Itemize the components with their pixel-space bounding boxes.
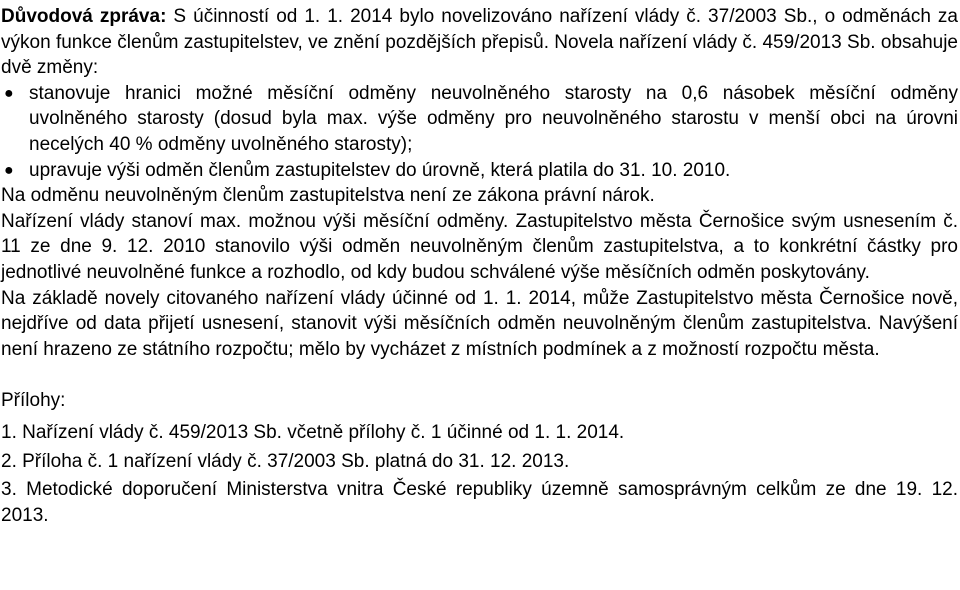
intro-text: S účinností od 1. 1. 2014 bylo novelizováno nařízení vlády č. 37/2003 Sb., o odměnách za výkon funkce členům zastupitelstev, ve znění pozdějších přepisů. Novela nařízení vlády č. 459/2013 Sb. obsahuje dvě změny: — [1, 6, 958, 79]
intro-paragraph — [1, 4, 958, 81]
list-item: 1. Nařízení vlády č. 459/2013 Sb. včetně přílohy č. 1 účinné od 1. 1. 2014. — [1, 421, 625, 443]
list-item: 2. Příloha č. 1 nařízení vlády č. 37/2003 Sb. platná do 31. 12. 2013. — [1, 450, 570, 472]
paragraph-government-regulation: Nařízení vlády stanoví max. možnou výši měsíční odměny. Zastupitelstvo města Černošice svým usnesením č. 11 ze dne 9. 12. 2010 stanovilo výši odměn neuvolněným členům zastupitelstva, a to konkrétní částky pro jednotlivé neuvolněné funkce a rozhodlo, od kdy budou schválené výše měsíčních odměn poskytovány. — [1, 210, 958, 283]
change-text: stanovuje hranici možné měsíční odměny neuvolněného starosty na 0,6 násobek měsíční odměny uvolněného starosty (dosud byla max. výše odměny pro neuvolněného starostu v menší obci na úrovni necelých 40 % odměny uvolněného starosty); — [29, 82, 958, 155]
list-item: 3. Metodické doporučení Ministerstva vnitra České republiky územně samosprávným celkům ze dne 19. 12. 2013. — [1, 479, 958, 526]
paragraph-new-regulation: Na základě novely citovaného nařízení vlády účinné od 1. 1. 2014, může Zastupitelstvo města Černošice nově, nejdříve od data přijetí usnesení, stanovit výši měsíčních odměn neuvolněným členům zastupitelstva. Navýšení není hrazeno ze státního rozpočtu; mělo by vycházet z místních podmínek a z možností rozpočtu města. — [1, 287, 958, 360]
document-label: Důvodová zpráva: — [1, 6, 167, 27]
change-text: upravuje výši odměn členům zastupitelstev do úrovně, která platila do 31. 10. 2010. — [29, 159, 731, 181]
bullet-icon: ● — [4, 161, 14, 179]
list-item — [1, 158, 958, 184]
attachments-heading: Přílohy: — [1, 390, 66, 412]
section-spacer — [1, 362, 958, 388]
attachments-list — [1, 420, 958, 528]
changes-list — [1, 81, 958, 183]
list-item — [1, 81, 958, 158]
bullet-icon: ● — [4, 84, 14, 102]
paragraph-no-legal-claim: Na odměnu neuvolněným členům zastupitelstva není ze zákona právní nárok. — [1, 185, 655, 207]
